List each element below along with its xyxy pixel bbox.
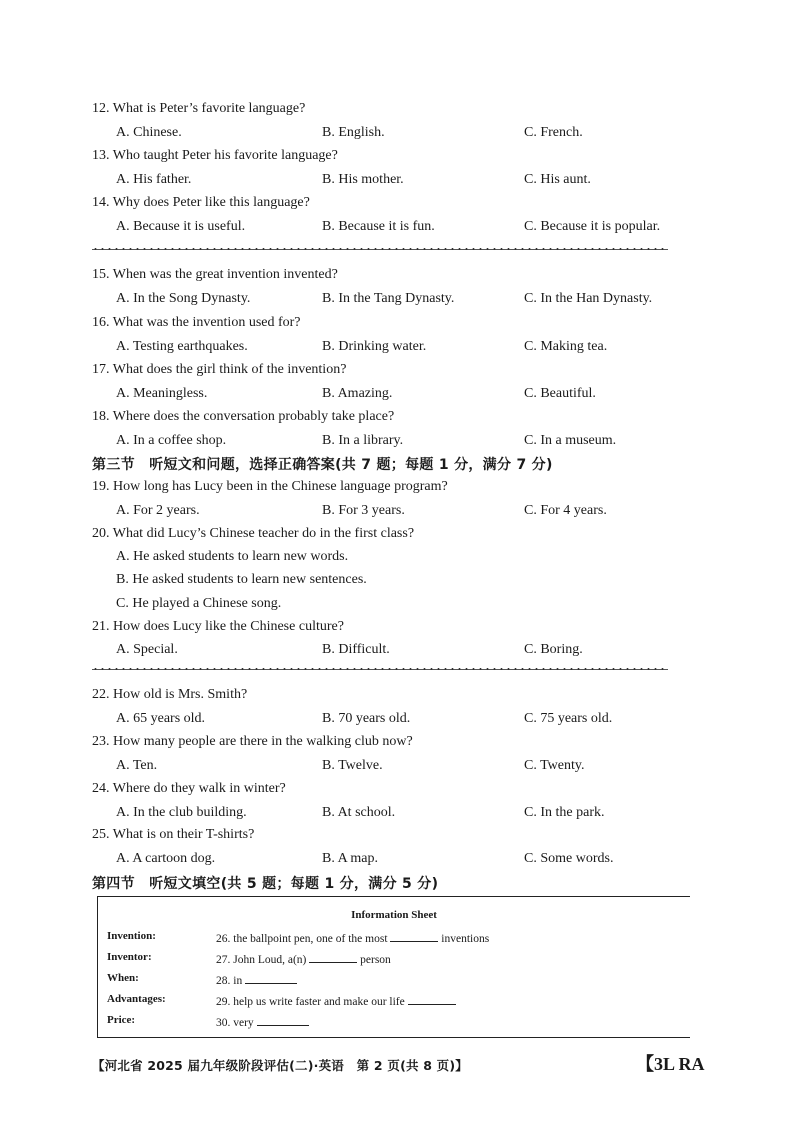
- option-25c: C. Some words.: [524, 851, 614, 866]
- option-22a: A. 65 years old.: [116, 711, 206, 726]
- option-22b: B. 70 years old.: [322, 711, 411, 726]
- question-21: 21. How does Lucy like the Chinese culture?: [92, 619, 344, 634]
- sheet-label-price: Price:: [107, 1014, 136, 1026]
- option-12a: A. Chinese.: [116, 125, 182, 140]
- answer-blank-29[interactable]: [408, 993, 456, 1005]
- question-23: 23. How many people are there in the walking club now?: [92, 734, 413, 749]
- option-21a: A. Special.: [116, 642, 178, 657]
- sheet-row-text-after: inventions: [441, 933, 490, 945]
- sheet-row-29: [216, 993, 456, 1008]
- option-23c: C. Twenty.: [524, 758, 585, 773]
- option-15a: A. In the Song Dynasty.: [116, 291, 251, 306]
- option-21c: C. Boring.: [524, 642, 583, 657]
- sheet-label-inventor: Inventor:: [107, 951, 152, 963]
- option-13a: A. His father.: [116, 172, 192, 187]
- question-20: 20. What did Lucy’s Chinese teacher do in the first class?: [92, 526, 415, 541]
- option-17a: A. Meaningless.: [116, 386, 208, 401]
- option-23a: A. Ten.: [116, 758, 158, 773]
- option-24c: C. In the park.: [524, 805, 605, 820]
- answer-blank-28[interactable]: [245, 972, 297, 984]
- option-25b: B. A map.: [322, 851, 379, 866]
- question-16: 16. What was the invention used for?: [92, 315, 301, 330]
- option-13b: B. His mother.: [322, 172, 404, 187]
- sheet-row-text: 28. in: [216, 975, 243, 987]
- option-21b: B. Difficult.: [322, 642, 390, 657]
- page-footer: 【河北省 2025 届九年级阶段评估(二)·英语 第 2 页(共 8 页)】: [92, 1058, 468, 1073]
- question-18: 18. Where does the conversation probably take place?: [92, 409, 395, 424]
- option-20b: B. He asked students to learn new sentences.: [116, 572, 367, 587]
- section-4-heading: 第四节 听短文填空(共 5 题；每题 1 分，满分 5 分): [92, 876, 439, 892]
- sheet-row-28: [216, 972, 297, 987]
- option-19a: A. For 2 years.: [116, 503, 200, 518]
- question-15: 15. When was the great invention invented?: [92, 267, 338, 282]
- question-24: 24. Where do they walk in winter?: [92, 781, 286, 796]
- sheet-row-text: 26. the ballpoint pen, one of the most: [216, 933, 388, 945]
- sheet-row-30: [216, 1014, 309, 1029]
- option-18a: A. In a coffee shop.: [116, 433, 227, 448]
- dotted-divider: [92, 244, 668, 254]
- question-14: 14. Why does Peter like this language?: [92, 195, 310, 210]
- option-13c: C. His aunt.: [524, 172, 591, 187]
- answer-blank-27[interactable]: [309, 951, 357, 963]
- sheet-title: Information Sheet: [351, 909, 437, 921]
- option-20a: A. He asked students to learn new words.: [116, 549, 349, 564]
- sheet-row-text: 27. John Loud, a(n): [216, 954, 307, 966]
- question-17: 17. What does the girl think of the invention?: [92, 362, 347, 377]
- question-22: 22. How old is Mrs. Smith?: [92, 687, 248, 702]
- option-18c: C. In a museum.: [524, 433, 617, 448]
- option-14b: B. Because it is fun.: [322, 219, 435, 234]
- sheet-row-text: 29. help us write faster and make our life: [216, 996, 405, 1008]
- sheet-row-26: [216, 930, 489, 945]
- dotted-divider: [92, 664, 668, 674]
- question-13: 13. Who taught Peter his favorite language?: [92, 148, 338, 163]
- option-19b: B. For 3 years.: [322, 503, 405, 518]
- information-sheet: [97, 896, 690, 1038]
- option-20c: C. He played a Chinese song.: [116, 596, 282, 611]
- sheet-row-27: [216, 951, 391, 966]
- option-25a: A. A cartoon dog.: [116, 851, 216, 866]
- option-12c: C. French.: [524, 125, 583, 140]
- option-12b: B. English.: [322, 125, 385, 140]
- option-19c: C. For 4 years.: [524, 503, 607, 518]
- question-19: 19. How long has Lucy been in the Chinese language program?: [92, 479, 448, 494]
- option-23b: B. Twelve.: [322, 758, 383, 773]
- option-24b: B. At school.: [322, 805, 396, 820]
- sheet-label-advantages: Advantages:: [107, 993, 166, 1005]
- answer-blank-30[interactable]: [257, 1014, 309, 1026]
- option-16b: B. Drinking water.: [322, 339, 427, 354]
- option-15b: B. In the Tang Dynasty.: [322, 291, 455, 306]
- option-14c: C. Because it is popular.: [524, 219, 661, 234]
- option-14a: A. Because it is useful.: [116, 219, 246, 234]
- answer-blank-26[interactable]: [390, 930, 438, 942]
- question-12: 12. What is Peter’s favorite language?: [92, 101, 306, 116]
- section-3-heading: 第三节 听短文和问题，选择正确答案(共 7 题；每题 1 分，满分 7 分): [92, 457, 553, 473]
- option-15c: C. In the Han Dynasty.: [524, 291, 653, 306]
- option-16a: A. Testing earthquakes.: [116, 339, 248, 354]
- sheet-row-text: 30. very: [216, 1017, 254, 1029]
- sheet-row-text-after: person: [360, 954, 391, 966]
- option-22c: C. 75 years old.: [524, 711, 613, 726]
- option-16c: C. Making tea.: [524, 339, 608, 354]
- sheet-label-invention: Invention:: [107, 930, 156, 942]
- paper-code-mark: 【3L RA: [636, 1054, 705, 1074]
- option-18b: B. In a library.: [322, 433, 404, 448]
- option-17c: C. Beautiful.: [524, 386, 596, 401]
- sheet-label-when: When:: [107, 972, 139, 984]
- option-17b: B. Amazing.: [322, 386, 393, 401]
- option-24a: A. In the club building.: [116, 805, 247, 820]
- question-25: 25. What is on their T-shirts?: [92, 827, 255, 842]
